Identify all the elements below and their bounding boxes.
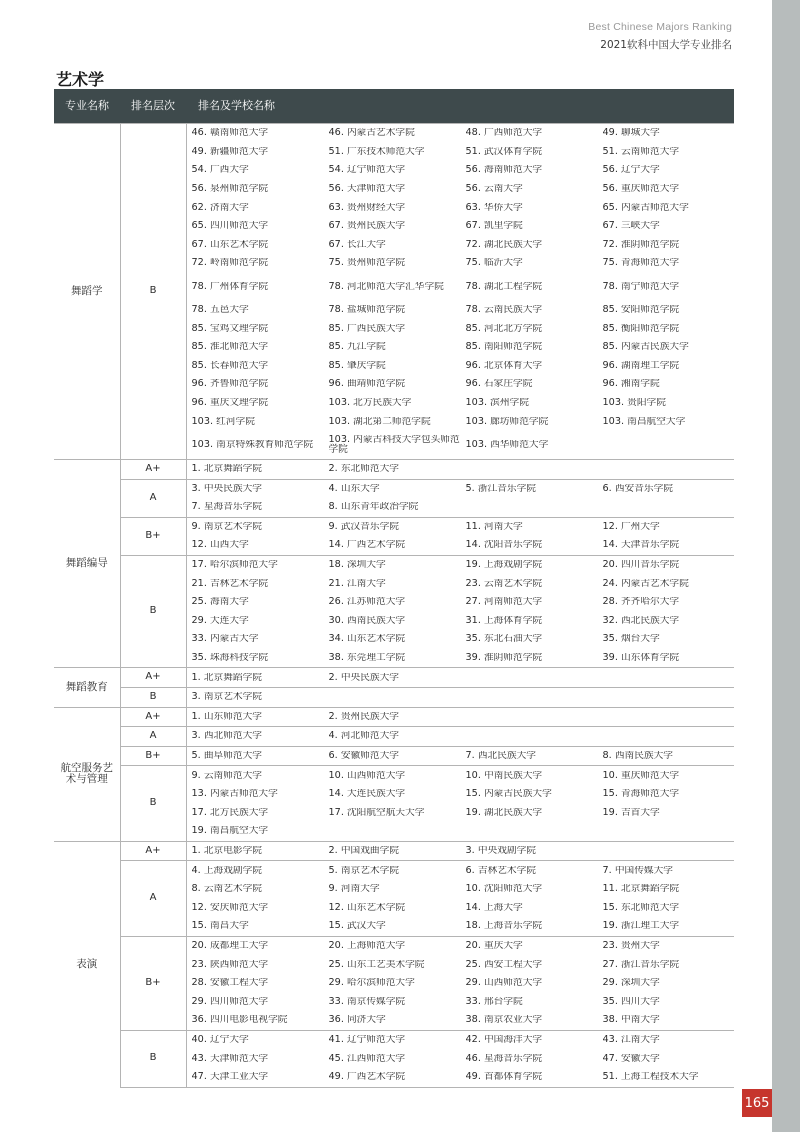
school-entry: 96. 重庆文理学院 xyxy=(191,397,269,408)
school-entry: 10. 山西师范大学 xyxy=(328,770,406,781)
ranking-table xyxy=(54,89,734,1088)
entry-row xyxy=(192,766,735,785)
header-schools: 排名及学校名称 xyxy=(186,89,734,124)
school-entry: 38. 南京农业大学 xyxy=(465,1015,543,1026)
table-header-row xyxy=(54,89,734,124)
school-entry: 29. 哈尔滨师范大学 xyxy=(328,978,415,989)
school-entry: 78. 五邑大学 xyxy=(191,304,249,315)
school-entry: 67. 三峡大学 xyxy=(602,221,660,232)
school-entry: 29. 山西师范大学 xyxy=(465,978,543,989)
school-entry: 7. 西北民族大学 xyxy=(465,751,536,762)
school-entry: 1. 山东师范大学 xyxy=(191,711,262,722)
major-name: 舞蹈教育 xyxy=(54,668,120,707)
school-entry: 15. 武汉大学 xyxy=(328,921,386,932)
entry-row xyxy=(192,394,735,413)
tier-label: B xyxy=(120,766,186,841)
entry-row xyxy=(192,1049,735,1068)
school-entry: 67. 贵州民族大学 xyxy=(328,221,406,232)
major-name: 航空服务艺 术与管理 xyxy=(54,707,120,841)
school-entry: 85. 河北北方学院 xyxy=(465,323,543,334)
entry-row xyxy=(192,319,735,338)
school-entry: 15. 青海师范大学 xyxy=(602,789,680,800)
table-row xyxy=(54,124,734,460)
school-entry: 38. 中南大学 xyxy=(602,1015,660,1026)
school-entry: 11. 北京舞蹈学院 xyxy=(602,884,680,895)
school-entry: 27. 浙江音乐学院 xyxy=(602,959,680,970)
school-entry: 9. 武汉音乐学院 xyxy=(328,521,399,532)
major-name: 舞蹈编导 xyxy=(54,459,120,668)
school-entry: 15. 东北师范大学 xyxy=(602,902,680,913)
school-entries xyxy=(186,459,734,479)
school-entries xyxy=(186,124,734,460)
school-entry: 21. 吉林艺术学院 xyxy=(191,578,269,589)
school-entries xyxy=(186,766,734,841)
school-entry: 5. 曲阜师范大学 xyxy=(191,751,262,762)
page-number: 165 xyxy=(742,1089,772,1117)
entry-row xyxy=(192,357,735,376)
table-row xyxy=(54,459,734,479)
entry-row xyxy=(192,536,735,555)
school-entry: 67. 凯里学院 xyxy=(465,221,523,232)
school-entry: 8. 西南民族大学 xyxy=(602,751,673,762)
school-entry: 23. 贵州大学 xyxy=(602,940,660,951)
entry-row xyxy=(192,198,735,217)
entry-row xyxy=(192,727,735,746)
school-entry: 19. 浙江理工大学 xyxy=(602,921,680,932)
table-row xyxy=(54,766,734,841)
entry-row xyxy=(192,124,735,143)
school-entry: 23. 陕西师范大学 xyxy=(191,959,269,970)
school-entry: 56. 泉州师范学院 xyxy=(191,183,269,194)
school-entry: 5. 南京艺术学院 xyxy=(328,865,399,876)
entry-row xyxy=(192,375,735,394)
entry-row xyxy=(192,708,735,727)
school-entry: 85. 九江学院 xyxy=(328,342,386,353)
school-entry: 19. 湖北民族大学 xyxy=(465,807,543,818)
entry-row xyxy=(192,236,735,255)
school-entry: 78. 湖北工程学院 xyxy=(465,281,543,292)
school-entry: 96. 湖南理工学院 xyxy=(602,360,680,371)
table-row xyxy=(54,479,734,517)
school-entry: 75. 临沂大学 xyxy=(465,258,523,269)
school-entry: 103. 红河学院 xyxy=(191,416,255,427)
school-entry: 4. 山东大学 xyxy=(328,483,380,494)
entry-row xyxy=(192,498,735,517)
school-entry: 12. 安庆师范大学 xyxy=(191,902,269,913)
table-row xyxy=(54,688,734,708)
school-entry: 40. 辽宁大学 xyxy=(191,1034,249,1045)
entry-row xyxy=(192,804,735,823)
school-entry: 10. 沈阳师范大学 xyxy=(465,884,543,895)
tier-label: B+ xyxy=(120,517,186,555)
school-entry: 41. 辽宁师范大学 xyxy=(328,1034,406,1045)
school-entry: 9. 南京艺术学院 xyxy=(191,521,262,532)
school-entry: 17. 哈尔滨师范大学 xyxy=(191,560,278,571)
school-entry: 11. 河南大学 xyxy=(465,521,523,532)
school-entry: 25. 山东工艺美术学院 xyxy=(328,959,425,970)
entry-row xyxy=(192,161,735,180)
entry-row xyxy=(192,180,735,199)
school-entry: 2. 中央民族大学 xyxy=(328,672,399,683)
school-entry: 20. 成都理工大学 xyxy=(191,940,269,951)
school-entry: 43. 天津师范大学 xyxy=(191,1053,269,1064)
tier-label: B xyxy=(120,555,186,668)
school-entry: 103. 贵阳学院 xyxy=(602,397,666,408)
school-entry: 34. 山东艺术学院 xyxy=(328,634,406,645)
school-entry: 4. 河北师范大学 xyxy=(328,731,399,742)
school-entry: 15. 南昌大学 xyxy=(191,921,249,932)
entry-row xyxy=(192,747,735,766)
school-entry: 46. 赣南师范大学 xyxy=(191,128,269,139)
school-entry: 46. 星海音乐学院 xyxy=(465,1053,543,1064)
entry-row xyxy=(192,899,735,918)
school-entry: 49. 广西艺术学院 xyxy=(328,1072,406,1083)
school-entry: 103. 廊坊师范学院 xyxy=(465,416,549,427)
entry-row xyxy=(192,431,735,459)
school-entry: 85. 衡阳师范学院 xyxy=(602,323,680,334)
school-entry: 85. 长春师范大学 xyxy=(191,360,269,371)
school-entry: 4. 上海戏剧学院 xyxy=(191,865,262,876)
tier-label: B+ xyxy=(120,746,186,766)
school-entry: 75. 青海师范大学 xyxy=(602,258,680,269)
school-entry: 51. 武汉体育学院 xyxy=(465,146,543,157)
school-entry: 12. 山东艺术学院 xyxy=(328,902,406,913)
school-entry: 43. 江南大学 xyxy=(602,1034,660,1045)
school-entry: 103. 南昌航空大学 xyxy=(602,416,686,427)
school-entries xyxy=(186,707,734,727)
school-entry: 10. 重庆师范大学 xyxy=(602,770,680,781)
school-entry: 20. 重庆大学 xyxy=(465,940,523,951)
school-entry: 29. 大连大学 xyxy=(191,615,249,626)
school-entries xyxy=(186,688,734,708)
entry-row xyxy=(192,688,735,707)
school-entry: 85. 安阳师范学院 xyxy=(602,304,680,315)
school-entry: 2. 贵州民族大学 xyxy=(328,711,399,722)
school-entry: 51. 云南师范大学 xyxy=(602,146,680,157)
entry-row xyxy=(192,460,735,479)
school-entry: 45. 江西师范大学 xyxy=(328,1053,406,1064)
school-entry: 9. 河南大学 xyxy=(328,884,380,895)
entry-row xyxy=(192,649,735,668)
school-entry: 56. 云南大学 xyxy=(465,183,523,194)
header-major: 专业名称 xyxy=(54,89,120,124)
entry-row xyxy=(192,917,735,936)
entry-row xyxy=(192,630,735,649)
school-entry: 14. 广西艺术学院 xyxy=(328,540,406,551)
school-entry: 20. 四川音乐学院 xyxy=(602,560,680,571)
school-entry: 3. 中央民族大学 xyxy=(191,483,262,494)
entry-row xyxy=(192,412,735,431)
school-entries xyxy=(186,936,734,1030)
school-entry: 15. 内蒙古民族大学 xyxy=(465,789,552,800)
school-entry: 25. 海南大学 xyxy=(191,597,249,608)
school-entry: 13. 内蒙古师范大学 xyxy=(191,789,278,800)
school-entry: 78. 河北师范大学汇华学院 xyxy=(328,281,444,292)
tier-label: A+ xyxy=(120,668,186,688)
school-entry: 3. 西北师范大学 xyxy=(191,731,262,742)
school-entries xyxy=(186,861,734,936)
section-title: 艺术学 xyxy=(56,70,105,89)
school-entry: 14. 大连民族大学 xyxy=(328,789,406,800)
entry-row xyxy=(192,1068,735,1087)
entry-row xyxy=(192,480,735,499)
school-entry: 12. 山西大学 xyxy=(191,540,249,551)
school-entry: 65. 四川师范大学 xyxy=(191,221,269,232)
school-entry: 19. 南昌航空大学 xyxy=(191,826,269,837)
school-entry: 18. 上海音乐学院 xyxy=(465,921,543,932)
entry-row xyxy=(192,556,735,575)
entry-row xyxy=(192,1011,735,1030)
school-entry: 103. 滨州学院 xyxy=(465,397,529,408)
school-entry: 63. 贵州财经大学 xyxy=(328,202,406,213)
entry-row xyxy=(192,955,735,974)
school-entry: 85. 淮北师范大学 xyxy=(191,342,269,353)
side-color-bar xyxy=(772,0,800,1132)
tier-label: B xyxy=(120,124,186,460)
school-entry: 103. 内蒙古科技大学包头师范学院 xyxy=(328,434,460,455)
school-entry: 14. 天津音乐学院 xyxy=(602,540,680,551)
school-entry: 67. 长江大学 xyxy=(328,239,386,250)
school-entry: 56. 海南师范大学 xyxy=(465,165,543,176)
table-row xyxy=(54,517,734,555)
school-entry: 1. 北京电影学院 xyxy=(191,845,262,856)
school-entry: 19. 吉首大学 xyxy=(602,807,660,818)
entry-row xyxy=(192,273,735,301)
school-entry: 67. 山东艺术学院 xyxy=(191,239,269,250)
school-entry: 46. 内蒙古艺术学院 xyxy=(328,128,415,139)
school-entry: 35. 烟台大学 xyxy=(602,634,660,645)
school-entry: 17. 沈阳航空航天大学 xyxy=(328,807,425,818)
school-entry: 103. 北方民族大学 xyxy=(328,397,412,408)
school-entry: 35. 珠海科技学院 xyxy=(191,653,269,664)
school-entry: 1. 北京舞蹈学院 xyxy=(191,464,262,475)
school-entry: 36. 同济大学 xyxy=(328,1015,386,1026)
school-entry: 29. 四川师范大学 xyxy=(191,996,269,1007)
school-entry: 1. 北京舞蹈学院 xyxy=(191,672,262,683)
school-entry: 26. 江苏师范大学 xyxy=(328,597,406,608)
school-entry: 30. 西南民族大学 xyxy=(328,615,406,626)
school-entry: 78. 广州体育学院 xyxy=(191,281,269,292)
school-entry: 8. 云南艺术学院 xyxy=(191,884,262,895)
school-entry: 7. 星海音乐学院 xyxy=(191,502,262,513)
school-entry: 27. 河南师范大学 xyxy=(465,597,543,608)
school-entry: 2. 东北师范大学 xyxy=(328,464,399,475)
school-entry: 12. 广州大学 xyxy=(602,521,660,532)
school-entry: 6. 西安音乐学院 xyxy=(602,483,673,494)
tier-label: A+ xyxy=(120,841,186,861)
entry-row xyxy=(192,937,735,956)
tier-label: A+ xyxy=(120,459,186,479)
school-entry: 33. 邢台学院 xyxy=(465,996,523,1007)
school-entry: 10. 中南民族大学 xyxy=(465,770,543,781)
entry-row xyxy=(192,842,735,861)
school-entry: 78. 盐城师范学院 xyxy=(328,304,406,315)
school-entry: 20. 上海师范大学 xyxy=(328,940,406,951)
school-entry: 31. 上海体育学院 xyxy=(465,615,543,626)
table-row xyxy=(54,1030,734,1087)
school-entry: 96. 齐鲁师范学院 xyxy=(191,379,269,390)
school-entry: 39. 淮阴师范学院 xyxy=(465,653,543,664)
school-entries xyxy=(186,1030,734,1087)
entry-row xyxy=(192,880,735,899)
header-tier: 排名层次 xyxy=(120,89,186,124)
table-row xyxy=(54,861,734,936)
table-row xyxy=(54,936,734,1030)
school-entry: 85. 南阳师范学院 xyxy=(465,342,543,353)
school-entry: 96. 石家庄学院 xyxy=(465,379,533,390)
table-body xyxy=(54,124,734,1088)
entry-row xyxy=(192,338,735,357)
school-entry: 47. 安徽大学 xyxy=(602,1053,660,1064)
school-entry: 28. 齐齐哈尔大学 xyxy=(602,597,680,608)
entry-row xyxy=(192,593,735,612)
table-row xyxy=(54,668,734,688)
school-entry: 28. 安徽工程大学 xyxy=(191,978,269,989)
school-entry: 29. 深圳大学 xyxy=(602,978,660,989)
school-entry: 21. 江南大学 xyxy=(328,578,386,589)
school-entry: 35. 四川大学 xyxy=(602,996,660,1007)
school-entry: 96. 湘南学院 xyxy=(602,379,660,390)
table-row xyxy=(54,707,734,727)
school-entry: 39. 山东体育学院 xyxy=(602,653,680,664)
school-entries xyxy=(186,841,734,861)
entry-row xyxy=(192,217,735,236)
school-entry: 49. 聊城大学 xyxy=(602,128,660,139)
school-entry: 7. 中国传媒大学 xyxy=(602,865,673,876)
school-entry: 85. 宝鸡文理学院 xyxy=(191,323,269,334)
school-entry: 32. 西北民族大学 xyxy=(602,615,680,626)
school-entry: 85. 广西民族大学 xyxy=(328,323,406,334)
major-name: 舞蹈学 xyxy=(54,124,120,460)
entry-row xyxy=(192,574,735,593)
school-entry: 103. 西华师范大学 xyxy=(465,439,549,450)
school-entry: 62. 济南大学 xyxy=(191,202,249,213)
school-entry: 103. 湖北第二师范学院 xyxy=(328,416,431,427)
entry-row xyxy=(192,668,735,687)
school-entry: 25. 西安工程大学 xyxy=(465,959,543,970)
entry-row xyxy=(192,861,735,880)
school-entry: 85. 内蒙古民族大学 xyxy=(602,342,689,353)
school-entry: 36. 四川电影电视学院 xyxy=(191,1015,288,1026)
school-entries xyxy=(186,479,734,517)
school-entry: 78. 南宁师范大学 xyxy=(602,281,680,292)
school-entries xyxy=(186,517,734,555)
school-entry: 6. 安徽师范大学 xyxy=(328,751,399,762)
entry-row xyxy=(192,993,735,1012)
major-name: 表演 xyxy=(54,841,120,1087)
school-entry: 49. 新疆师范大学 xyxy=(191,146,269,157)
school-entry: 14. 上海大学 xyxy=(465,902,523,913)
school-entry: 2. 中国戏曲学院 xyxy=(328,845,399,856)
school-entry: 18. 深圳大学 xyxy=(328,560,386,571)
table-row xyxy=(54,555,734,668)
school-entry: 72. 淮阴师范学院 xyxy=(602,239,680,250)
entry-row xyxy=(192,974,735,993)
entry-row xyxy=(192,1031,735,1050)
school-entry: 3. 南京艺术学院 xyxy=(191,692,262,703)
header-chinese-title: 2021软科中国大学专业排名 xyxy=(600,39,732,51)
school-entry: 35. 东北石油大学 xyxy=(465,634,543,645)
school-entry: 56. 辽宁大学 xyxy=(602,165,660,176)
table-row xyxy=(54,727,734,747)
school-entries xyxy=(186,746,734,766)
school-entry: 33. 内蒙古大学 xyxy=(191,634,259,645)
school-entries xyxy=(186,668,734,688)
school-entry: 3. 中央戏剧学院 xyxy=(465,845,536,856)
entry-row xyxy=(192,518,735,537)
school-entry: 6. 吉林艺术学院 xyxy=(465,865,536,876)
entry-row xyxy=(192,612,735,631)
school-entry: 54. 辽宁师范大学 xyxy=(328,165,406,176)
entry-row xyxy=(192,785,735,804)
school-entry: 56. 重庆师范大学 xyxy=(602,183,680,194)
school-entry: 9. 云南师范大学 xyxy=(191,770,262,781)
entry-row xyxy=(192,301,735,320)
school-entry: 24. 内蒙古艺术学院 xyxy=(602,578,689,589)
tier-label: B+ xyxy=(120,936,186,1030)
header-english-title: Best Chinese Majors Ranking xyxy=(588,21,732,33)
school-entry: 72. 岭南师范学院 xyxy=(191,258,269,269)
school-entry: 51. 广东技术师范大学 xyxy=(328,146,425,157)
entry-row xyxy=(192,143,735,162)
school-entry: 56. 天津师范大学 xyxy=(328,183,406,194)
school-entry: 19. 上海戏剧学院 xyxy=(465,560,543,571)
school-entries xyxy=(186,555,734,668)
school-entry: 63. 华侨大学 xyxy=(465,202,523,213)
school-entry: 65. 内蒙古师范大学 xyxy=(602,202,689,213)
entry-row xyxy=(192,822,735,841)
school-entry: 47. 天津工业大学 xyxy=(191,1072,269,1083)
school-entry: 17. 北方民族大学 xyxy=(191,807,269,818)
school-entry: 75. 贵州师范学院 xyxy=(328,258,406,269)
school-entry: 96. 北京体育大学 xyxy=(465,360,543,371)
school-entry: 38. 东莞理工学院 xyxy=(328,653,406,664)
table-row xyxy=(54,746,734,766)
school-entry: 85. 肇庆学院 xyxy=(328,360,386,371)
school-entry: 42. 中国海洋大学 xyxy=(465,1034,543,1045)
school-entry: 78. 云南民族大学 xyxy=(465,304,543,315)
school-entry: 23. 云南艺术学院 xyxy=(465,578,543,589)
school-entry: 5. 浙江音乐学院 xyxy=(465,483,536,494)
school-entry: 96. 曲靖师范学院 xyxy=(328,379,406,390)
tier-label: B xyxy=(120,688,186,708)
school-entry: 48. 广西师范大学 xyxy=(465,128,543,139)
tier-label: A+ xyxy=(120,707,186,727)
table-row xyxy=(54,841,734,861)
school-entry: 33. 南京传媒学院 xyxy=(328,996,406,1007)
school-entry: 51. 上海工程技术大学 xyxy=(602,1072,699,1083)
school-entry: 54. 广西大学 xyxy=(191,165,249,176)
tier-label: A xyxy=(120,727,186,747)
school-entries xyxy=(186,727,734,747)
school-entry: 49. 首都体育学院 xyxy=(465,1072,543,1083)
entry-row xyxy=(192,254,735,273)
school-entry: 14. 沈阳音乐学院 xyxy=(465,540,543,551)
tier-label: A xyxy=(120,861,186,936)
school-entry: 72. 湖北民族大学 xyxy=(465,239,543,250)
school-entry: 8. 山东青年政治学院 xyxy=(328,502,419,513)
tier-label: A xyxy=(120,479,186,517)
school-entry: 103. 南京特殊教育师范学院 xyxy=(191,439,314,450)
tier-label: B xyxy=(120,1030,186,1087)
